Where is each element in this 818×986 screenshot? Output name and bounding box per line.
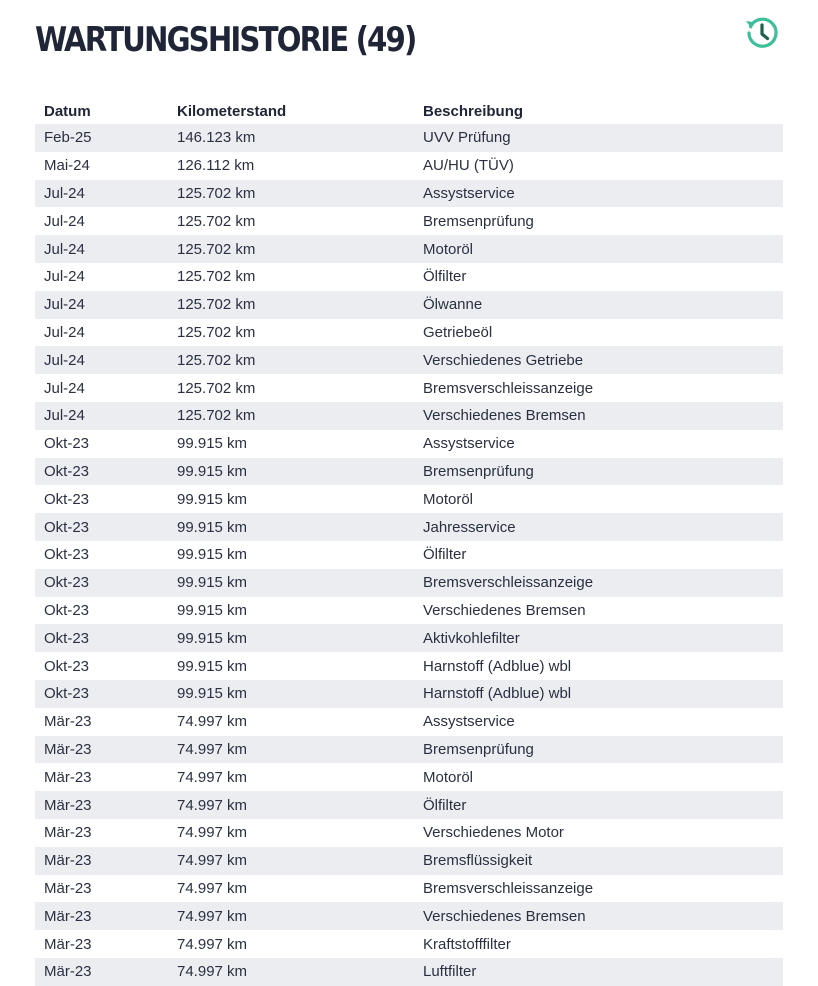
table-row <box>35 124 783 152</box>
cell-mileage: 99.915 km <box>177 629 248 647</box>
cell-description: Motoröl <box>423 768 474 786</box>
cell-date: Mär-23 <box>44 852 92 870</box>
cell-date: Jul-24 <box>44 407 85 425</box>
cell-mileage: 99.915 km <box>177 574 248 592</box>
cell-mileage: 74.997 km <box>177 713 248 731</box>
cell-description: Kraftstofffilter <box>423 935 511 953</box>
cell-mileage: 126.112 km <box>177 157 255 175</box>
cell-description: Verschiedenes Motor <box>423 824 564 842</box>
cell-description: Bremsenprüfung <box>423 212 534 230</box>
cell-mileage: 125.702 km <box>177 212 256 230</box>
cell-description: Motoröl <box>423 490 474 508</box>
cell-mileage: 125.702 km <box>177 323 256 341</box>
table-row <box>35 791 783 819</box>
cell-mileage: 125.702 km <box>177 351 256 369</box>
table-row <box>35 819 783 847</box>
cell-date: Mär-23 <box>44 713 92 731</box>
cell-description: Aktivkohlefilter <box>423 629 520 647</box>
cell-date: Okt-23 <box>44 462 90 480</box>
cell-date: Mär-23 <box>44 740 92 758</box>
cell-date: Mär-23 <box>44 824 92 842</box>
table-row <box>35 847 783 875</box>
cell-description: Ölfilter <box>423 546 467 564</box>
cell-date: Jul-24 <box>44 268 85 286</box>
table-row <box>35 930 783 958</box>
cell-mileage: 125.702 km <box>177 268 256 286</box>
cell-description: Motoröl <box>423 240 474 258</box>
table-row <box>35 513 783 541</box>
cell-description: Harnstoff (Adblue) wbl <box>423 657 572 675</box>
cell-date: Mär-23 <box>44 963 92 981</box>
table-row <box>35 263 783 291</box>
cell-mileage: 125.702 km <box>177 240 256 258</box>
cell-date: Feb-25 <box>44 129 92 147</box>
column-header-description: Beschreibung <box>423 102 524 120</box>
table-row <box>35 875 783 903</box>
cell-date: Mär-23 <box>44 768 92 786</box>
cell-mileage: 99.915 km <box>177 518 248 536</box>
cell-mileage: 125.702 km <box>177 184 256 202</box>
cell-description: Bremsverschleissanzeige <box>423 379 594 397</box>
table-row <box>35 485 783 513</box>
cell-mileage: 74.997 km <box>177 963 248 981</box>
cell-date: Jul-24 <box>44 379 85 397</box>
page-title: WARTUNGSHISTORIE (49) <box>35 20 416 60</box>
table-row <box>35 346 783 374</box>
cell-description: Jahresservice <box>423 518 516 536</box>
cell-mileage: 74.997 km <box>177 935 248 953</box>
cell-date: Jul-24 <box>44 323 85 341</box>
cell-description: Luftfilter <box>423 963 477 981</box>
table-row <box>35 180 783 208</box>
cell-description: Verschiedenes Bremsen <box>423 907 586 925</box>
cell-date: Mär-23 <box>44 879 92 897</box>
table-row <box>35 763 783 791</box>
cell-description: Assystservice <box>423 435 515 453</box>
cell-date: Okt-23 <box>44 657 90 675</box>
table-row <box>35 680 783 708</box>
cell-date: Jul-24 <box>44 296 85 314</box>
cell-description: Ölwanne <box>423 296 483 314</box>
cell-date: Okt-23 <box>44 574 90 592</box>
cell-date: Okt-23 <box>44 518 90 536</box>
maintenance-table <box>35 98 783 986</box>
cell-date: Okt-23 <box>44 435 90 453</box>
cell-description: Assystservice <box>423 184 515 202</box>
table-row <box>35 458 783 486</box>
table-row <box>35 235 783 263</box>
cell-description: Assystservice <box>423 713 515 731</box>
cell-date: Jul-24 <box>44 351 85 369</box>
cell-date: Okt-23 <box>44 546 90 564</box>
table-row <box>35 597 783 625</box>
cell-mileage: 99.915 km <box>177 435 248 453</box>
cell-date: Okt-23 <box>44 490 90 508</box>
column-header-date: Datum <box>44 102 91 120</box>
cell-mileage: 74.997 km <box>177 740 248 758</box>
cell-date: Okt-23 <box>44 629 90 647</box>
cell-description: Verschiedenes Getriebe <box>423 351 584 369</box>
cell-description: Bremsenprüfung <box>423 740 534 758</box>
cell-date: Mär-23 <box>44 796 92 814</box>
cell-date: Mai-24 <box>44 157 90 175</box>
cell-description: Harnstoff (Adblue) wbl <box>423 685 572 703</box>
cell-mileage: 99.915 km <box>177 657 248 675</box>
cell-description: Verschiedenes Bremsen <box>423 407 586 425</box>
cell-description: Verschiedenes Bremsen <box>423 601 586 619</box>
cell-mileage: 99.915 km <box>177 490 248 508</box>
table-header <box>35 98 783 124</box>
cell-mileage: 74.997 km <box>177 824 248 842</box>
history-icon[interactable] <box>743 14 781 52</box>
table-row <box>35 207 783 235</box>
cell-description: AU/HU (TÜV) <box>423 157 514 175</box>
table-row <box>35 958 783 986</box>
table-row <box>35 374 783 402</box>
cell-description: Ölfilter <box>423 796 467 814</box>
cell-description: Bremsverschleissanzeige <box>423 879 594 897</box>
cell-date: Okt-23 <box>44 601 90 619</box>
cell-mileage: 125.702 km <box>177 407 256 425</box>
cell-date: Mär-23 <box>44 935 92 953</box>
cell-date: Jul-24 <box>44 212 85 230</box>
cell-date: Mär-23 <box>44 907 92 925</box>
page-header <box>35 14 783 64</box>
cell-date: Jul-24 <box>44 184 85 202</box>
cell-mileage: 125.702 km <box>177 296 256 314</box>
cell-date: Okt-23 <box>44 685 90 703</box>
table-row <box>35 541 783 569</box>
table-row <box>35 652 783 680</box>
cell-mileage: 74.997 km <box>177 907 248 925</box>
table-body <box>35 124 783 986</box>
table-row <box>35 736 783 764</box>
cell-description: UVV Prüfung <box>423 129 511 147</box>
cell-date: Jul-24 <box>44 240 85 258</box>
cell-mileage: 99.915 km <box>177 546 248 564</box>
table-row <box>35 430 783 458</box>
table-row <box>35 319 783 347</box>
cell-mileage: 74.997 km <box>177 796 248 814</box>
cell-mileage: 125.702 km <box>177 379 256 397</box>
cell-mileage: 74.997 km <box>177 768 248 786</box>
table-row <box>35 291 783 319</box>
table-row <box>35 569 783 597</box>
cell-description: Getriebeöl <box>423 323 493 341</box>
cell-mileage: 74.997 km <box>177 852 248 870</box>
table-row <box>35 402 783 430</box>
cell-description: Bremsenprüfung <box>423 462 534 480</box>
table-row <box>35 902 783 930</box>
cell-mileage: 74.997 km <box>177 879 248 897</box>
cell-mileage: 99.915 km <box>177 462 248 480</box>
table-row <box>35 624 783 652</box>
column-header-mileage: Kilometerstand <box>177 102 287 120</box>
cell-description: Bremsverschleissanzeige <box>423 574 594 592</box>
cell-mileage: 99.915 km <box>177 685 248 703</box>
cell-description: Ölfilter <box>423 268 467 286</box>
cell-mileage: 99.915 km <box>177 601 248 619</box>
table-row <box>35 152 783 180</box>
cell-mileage: 146.123 km <box>177 129 256 147</box>
cell-description: Bremsflüssigkeit <box>423 852 533 870</box>
table-row <box>35 708 783 736</box>
